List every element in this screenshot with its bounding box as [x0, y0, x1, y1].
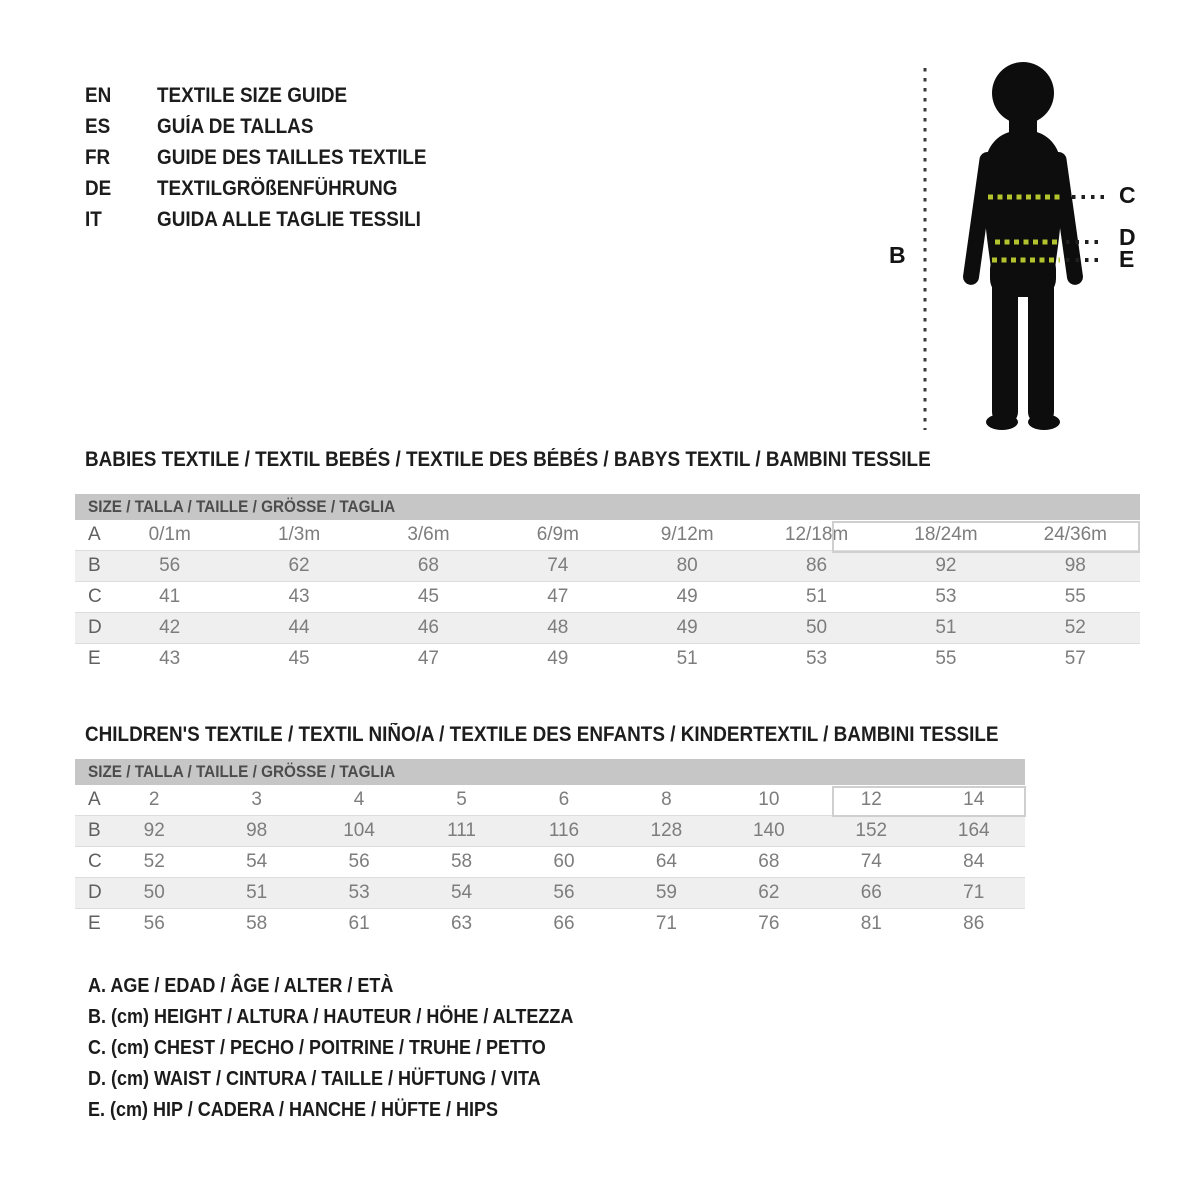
language-code: IT: [85, 208, 102, 231]
size-cell: 56: [513, 878, 615, 909]
size-cell: 49: [623, 613, 752, 644]
table-row-E: [75, 909, 1025, 940]
size-cell: 52: [143, 851, 165, 872]
size-cell: 64: [655, 851, 677, 872]
size-cell: 62: [234, 551, 363, 582]
size-cell: 63: [450, 913, 473, 934]
row-label: B: [75, 551, 105, 582]
size-cell: 59: [615, 878, 717, 909]
size-cell: 52: [1011, 613, 1140, 644]
table-row-D: [75, 878, 1025, 909]
measurement-legend: [88, 971, 627, 1126]
language-code: EN: [85, 84, 112, 107]
language-list: [85, 80, 685, 235]
size-table-header-row: [75, 759, 1025, 785]
table-row-B: [75, 816, 1025, 847]
size-cell: 128: [615, 816, 717, 847]
row-label: A: [88, 524, 101, 545]
size-cell: 76: [758, 913, 780, 934]
size-cell: 42: [105, 613, 234, 644]
size-cell: 0/1m: [148, 524, 191, 545]
size-cell: 18/24m: [914, 524, 978, 545]
size-cell: 56: [348, 851, 370, 872]
legend-line: D. (cm) WAIST / CINTURA / TAILLE / HÜFTUNG / VITA: [88, 1068, 541, 1090]
size-cell: 6/9m: [536, 524, 579, 545]
size-cell: 61: [348, 913, 370, 934]
language-title: GUÍA DE TALLAS: [157, 115, 314, 138]
size-cell: 55: [1064, 586, 1086, 607]
legend-line: A. AGE / EDAD / ÂGE / ALTER / ETÀ: [88, 975, 394, 997]
size-cell: 92: [881, 551, 1010, 582]
children-selected-size-highlight: [832, 786, 1026, 817]
size-cell: 66: [553, 913, 575, 934]
size-cell: 41: [159, 586, 181, 607]
size-cell: 86: [752, 551, 881, 582]
height-measure-label: B: [889, 242, 906, 268]
size-cell: 71: [923, 878, 1026, 909]
size-cell: 58: [246, 913, 268, 934]
babies-section-title: BABIES TEXTILE / TEXTIL BEBÉS / TEXTILE DES BÉBÉS / BABYS TEXTIL / BAMBINI TESSILE: [85, 448, 931, 471]
language-row: [85, 173, 685, 204]
size-table-header-text: SIZE / TALLA / TAILLE / GRÖSSE / TAGLIA: [88, 497, 396, 516]
row-label: C: [88, 851, 102, 872]
size-cell: 80: [623, 551, 752, 582]
size-cell: 45: [288, 648, 310, 669]
child-silhouette-graphic: [900, 56, 1200, 440]
size-cell: 12/18m: [784, 524, 849, 545]
row-label: A: [88, 789, 101, 810]
size-cell: 49: [676, 586, 698, 607]
size-cell: 62: [718, 878, 820, 909]
language-title: TEXTILE SIZE GUIDE: [157, 84, 348, 107]
size-cell: 55: [935, 648, 957, 669]
size-cell: 56: [105, 551, 234, 582]
size-cell: 3: [251, 789, 262, 810]
table-row-C: [75, 847, 1025, 878]
child-silhouette: [962, 62, 1084, 430]
hip-measure-label: E: [1119, 246, 1135, 272]
size-cell: 47: [547, 586, 569, 607]
size-cell: 54: [410, 878, 512, 909]
size-cell: 47: [417, 648, 439, 669]
size-cell: 92: [103, 816, 205, 847]
size-cell: 45: [417, 586, 439, 607]
size-cell: 98: [1011, 551, 1140, 582]
size-cell: 86: [963, 913, 985, 934]
size-cell: 68: [364, 551, 493, 582]
size-cell: 56: [143, 913, 165, 934]
size-cell: 54: [246, 851, 268, 872]
language-title: GUIDA ALLE TAGLIE TESSILI: [157, 208, 421, 231]
size-cell: 74: [493, 551, 622, 582]
children-section-title: CHILDREN'S TEXTILE / TEXTIL NIÑO/A / TEXTILE DES ENFANTS / KINDERTEXTIL / BAMBINI TESSILE: [85, 723, 999, 746]
size-cell: 164: [923, 816, 1026, 847]
size-cell: 71: [655, 913, 677, 934]
row-label: D: [75, 878, 103, 909]
size-cell: 51: [881, 613, 1010, 644]
size-cell: 9/12m: [660, 524, 714, 545]
legend-line: E. (cm) HIP / CADERA / HANCHE / HÜFTE / HIPS: [88, 1099, 499, 1121]
size-table-header-row: [75, 494, 1140, 520]
size-cell: 43: [159, 648, 181, 669]
size-cell: 66: [820, 878, 922, 909]
size-cell: 49: [547, 648, 569, 669]
size-cell: 43: [288, 586, 310, 607]
size-cell: 152: [820, 816, 922, 847]
size-cell: 3/6m: [407, 524, 450, 545]
size-cell: 98: [205, 816, 307, 847]
size-cell: 2: [148, 789, 160, 810]
size-cell: 84: [963, 851, 985, 872]
table-row-E: [75, 644, 1140, 675]
size-cell: 46: [364, 613, 493, 644]
language-code: ES: [85, 115, 111, 138]
size-cell: 74: [860, 851, 882, 872]
size-cell: 12: [860, 789, 882, 810]
size-cell: 51: [205, 878, 307, 909]
size-cell: 24/36m: [1043, 524, 1107, 545]
row-label: D: [75, 613, 105, 644]
size-cell: 44: [234, 613, 363, 644]
table-row-B: [75, 551, 1140, 582]
size-cell: 68: [758, 851, 780, 872]
row-label: C: [88, 586, 102, 607]
language-row: [85, 142, 685, 173]
size-cell: 81: [860, 913, 882, 934]
size-cell: 51: [805, 586, 828, 607]
table-row-C: [75, 582, 1140, 613]
size-cell: 50: [752, 613, 881, 644]
size-cell: 104: [308, 816, 410, 847]
size-cell: 51: [676, 648, 698, 669]
size-cell: 53: [308, 878, 410, 909]
language-row: [85, 111, 685, 142]
language-code: DE: [85, 177, 112, 200]
size-cell: 50: [103, 878, 205, 909]
language-title: TEXTILGRÖßENFÜHRUNG: [157, 177, 398, 200]
row-label: E: [88, 648, 101, 669]
size-cell: 48: [493, 613, 622, 644]
legend-line: B. (cm) HEIGHT / ALTURA / HAUTEUR / HÖHE / ALTEZZA: [88, 1006, 574, 1028]
babies-selected-size-highlight: [832, 521, 1140, 553]
language-title: GUIDE DES TAILLES TEXTILE: [157, 146, 427, 169]
language-row: [85, 204, 685, 235]
size-cell: 53: [935, 586, 957, 607]
size-cell: 8: [661, 789, 672, 810]
size-cell: 5: [456, 789, 467, 810]
size-cell: 1/3m: [277, 524, 321, 545]
size-cell: 60: [553, 851, 575, 872]
size-cell: 57: [1064, 648, 1086, 669]
waist-measure-label: D: [1119, 224, 1136, 250]
size-cell: 111: [410, 816, 512, 847]
size-cell: 6: [558, 789, 570, 810]
language-code: FR: [85, 146, 111, 169]
language-row: [85, 80, 685, 111]
size-table-header-text: SIZE / TALLA / TAILLE / GRÖSSE / TAGLIA: [88, 762, 396, 781]
size-cell: 14: [963, 789, 985, 810]
size-cell: 140: [718, 816, 820, 847]
size-cell: 4: [353, 789, 365, 810]
size-cell: 10: [758, 789, 780, 810]
row-label: B: [75, 816, 103, 847]
size-cell: 116: [513, 816, 615, 847]
legend-line: C. (cm) CHEST / PECHO / POITRINE / TRUHE / PETTO: [88, 1037, 546, 1059]
row-label: E: [88, 913, 101, 934]
chest-measure-label: C: [1119, 182, 1136, 208]
size-cell: 58: [450, 851, 473, 872]
table-row-D: [75, 613, 1140, 644]
size-cell: 53: [805, 648, 828, 669]
